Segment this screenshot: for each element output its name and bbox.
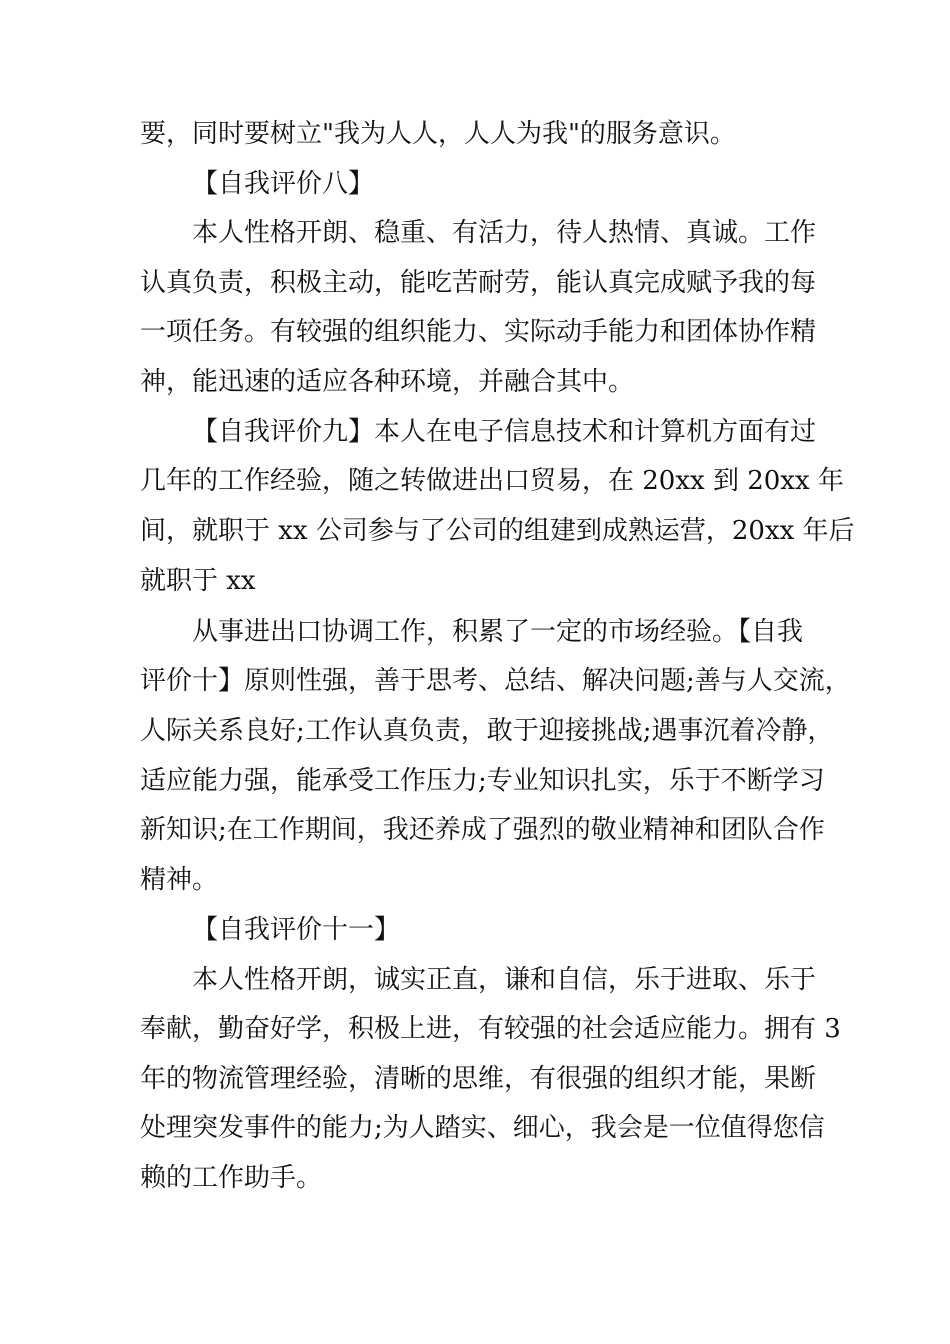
text-line: 奉献，勤奋好学，积极上进，有较强的社会适应能力。拥有 3: [140, 1014, 841, 1044]
text-line: 年的物流管理经验，清晰的思维，有很强的组织才能，果断: [140, 1064, 817, 1094]
text-line: 处理突发事件的能力;为人踏实、细心，我会是一位值得您信: [140, 1113, 825, 1143]
text-line: 新知识;在工作期间，我还养成了强烈的敬业精神和团队合作: [140, 815, 825, 845]
text-line: 一项任务。有较强的组织能力、实际动手能力和团体协作精: [140, 317, 817, 347]
text-line: 评价十】原则性强，善于思考、总结、解决问题;善与人交流，: [140, 666, 851, 696]
text-line: 赖的工作助手。: [140, 1163, 323, 1193]
text-line: 精神。: [140, 865, 219, 895]
text-line: 适应能力强，能承受工作压力;专业知识扎实，乐于不断学习: [140, 766, 825, 796]
text-line: 从事进出口协调工作，积累了一定的市场经验。【自我: [192, 617, 804, 647]
text-line: 本人性格开朗、稳重、有活力，待人热情、真诚。工作: [192, 218, 817, 248]
text-line: 就职于 xx: [140, 566, 256, 596]
text-line: 间，就职于 xx 公司参与了公司的组建到成熟运营，20xx 年后: [140, 516, 855, 546]
text-line: 神，能迅速的适应各种环境，并融合其中。: [140, 367, 635, 397]
text-line: 【自我评价九】本人在电子信息技术和计算机方面有过: [192, 417, 817, 447]
section-heading-11: 【自我评价十一】: [192, 915, 401, 945]
section-heading-8: 【自我评价八】: [192, 169, 375, 199]
text-line: 认真负责，积极主动，能吃苦耐劳，能认真完成赋予我的每: [140, 268, 817, 298]
text-line: 要，同时要树立"我为人人，人人为我"的服务意识。: [140, 119, 736, 149]
text-line: 人际关系良好;工作认真负责，敢于迎接挑战;遇事沉着冷静，: [140, 716, 834, 746]
text-line: 本人性格开朗，诚实正直，谦和自信，乐于进取、乐于: [192, 965, 817, 995]
text-line: 几年的工作经验，随之转做进出口贸易，在 20xx 到 20xx 年: [140, 466, 844, 496]
